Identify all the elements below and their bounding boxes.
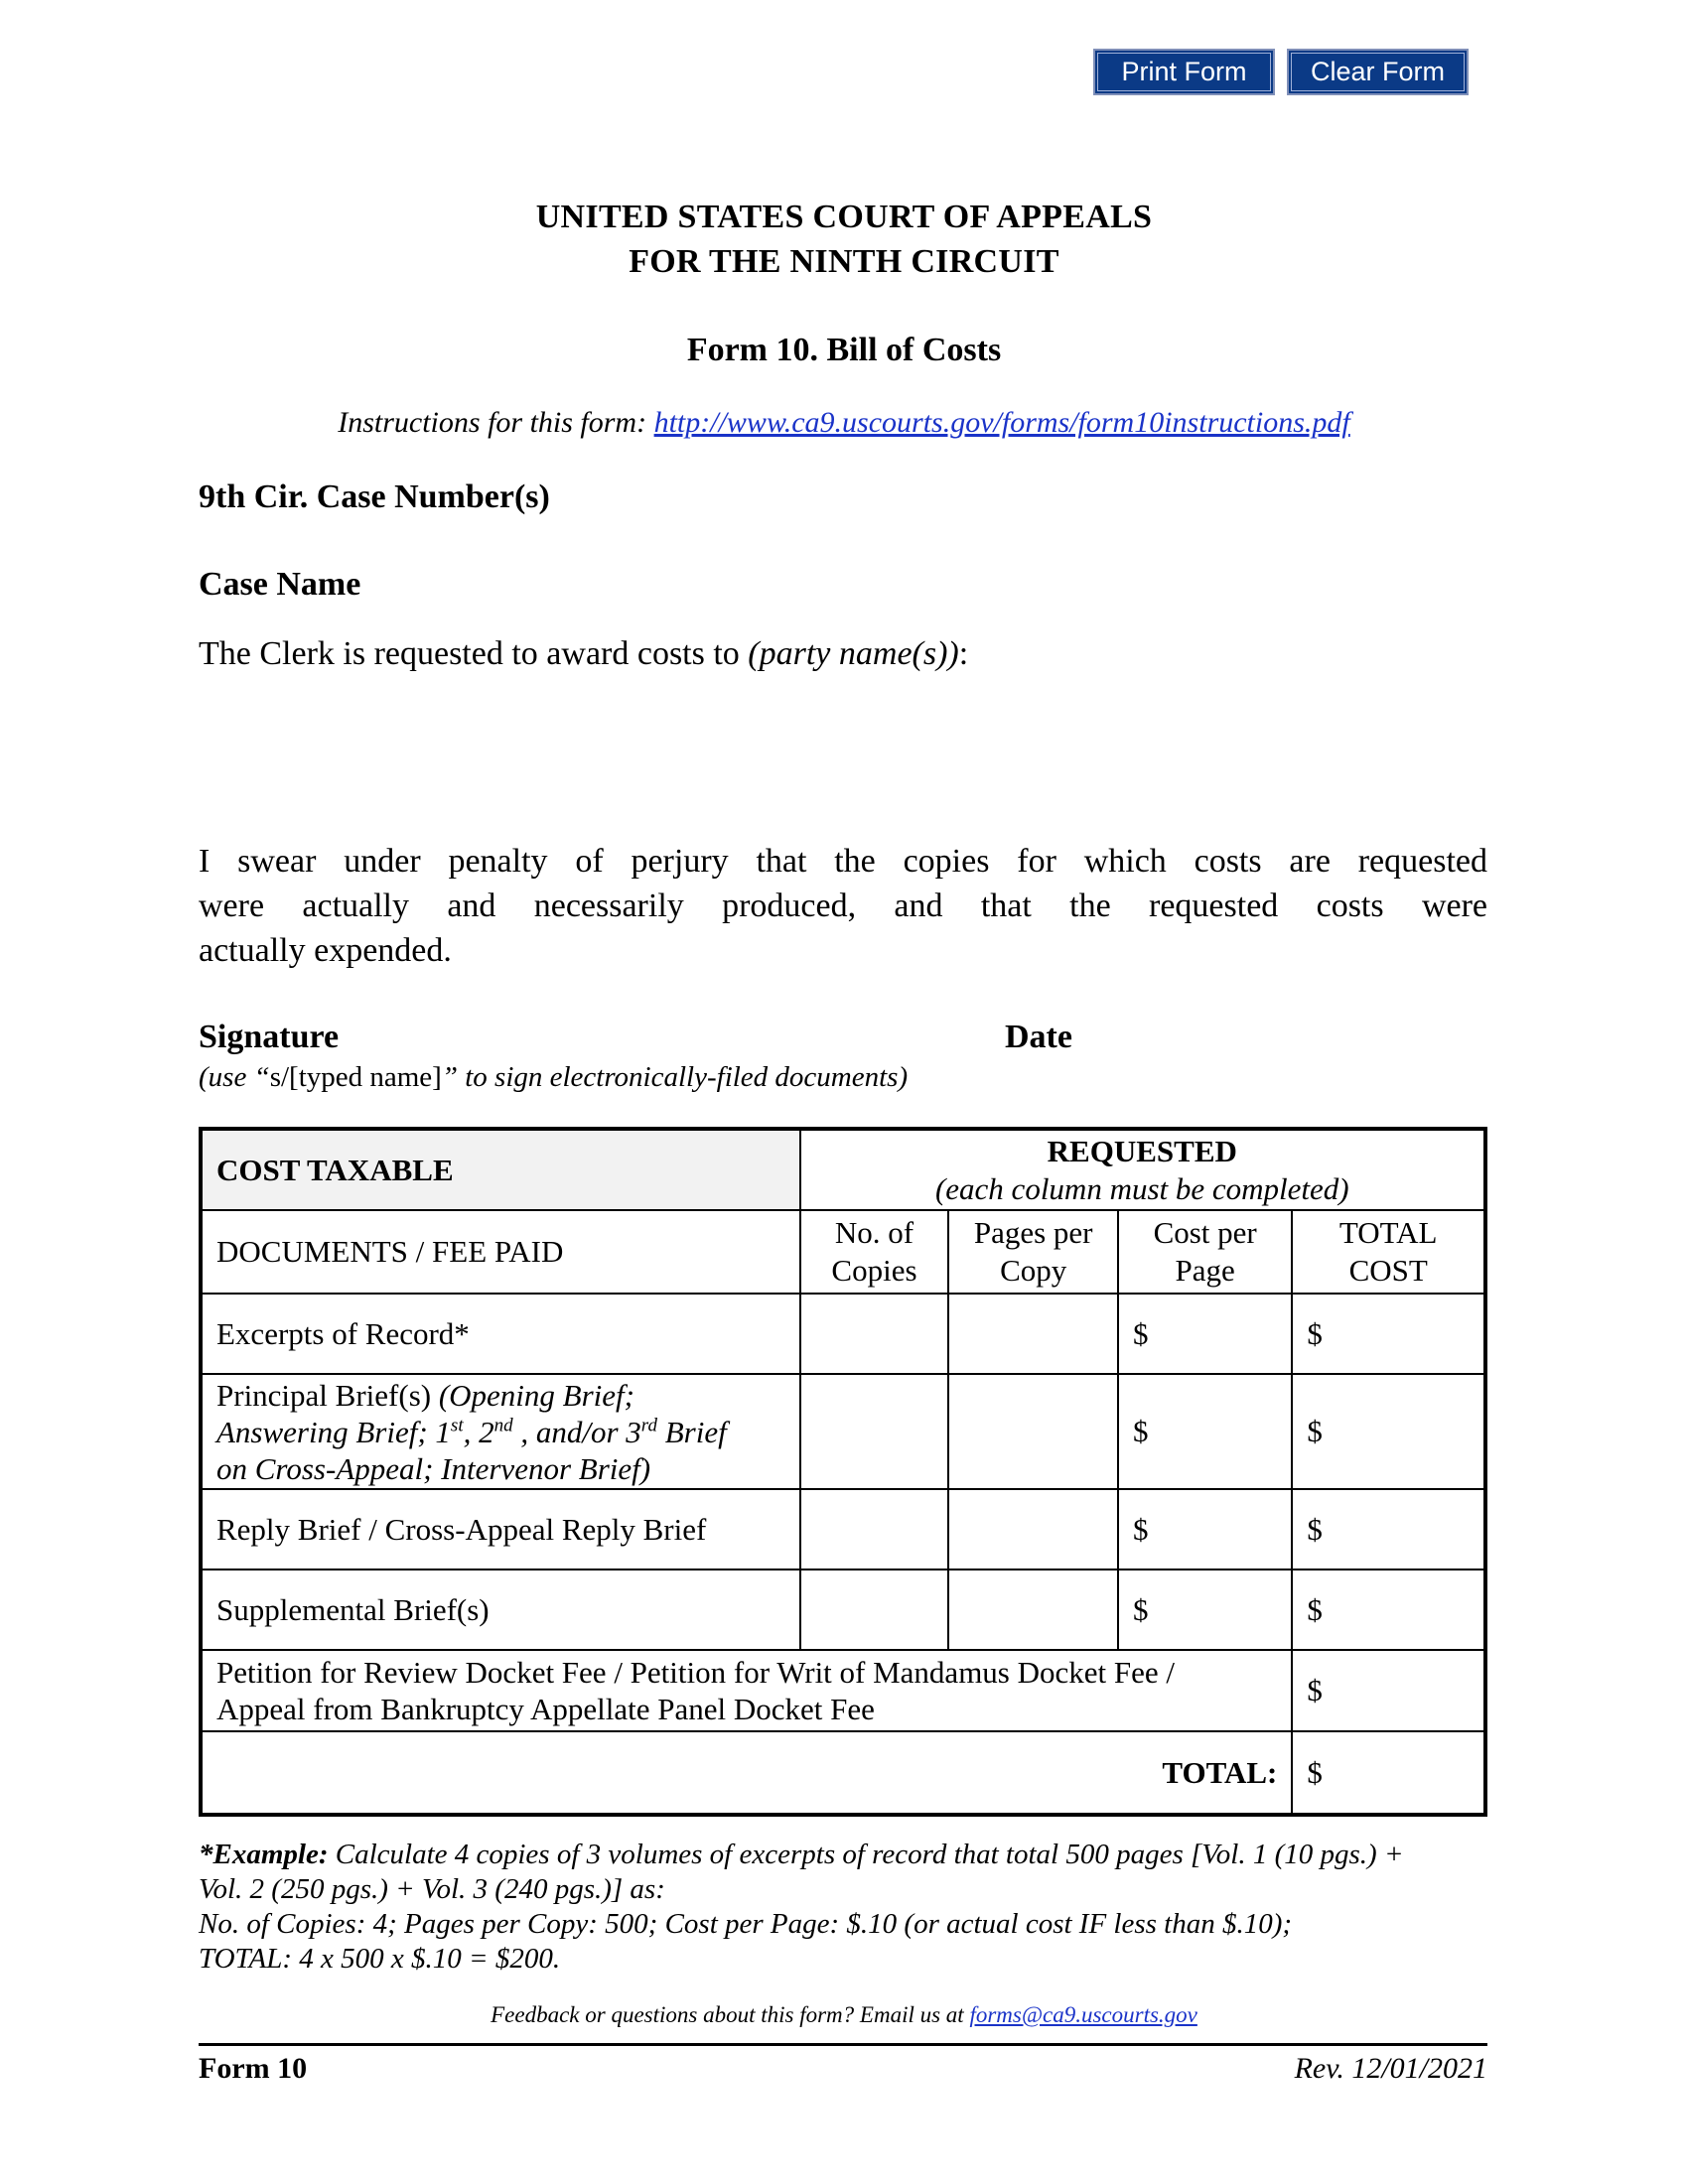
- requested-note: (each column must be completed): [934, 1170, 1349, 1206]
- principal-total-field[interactable]: $: [1292, 1374, 1485, 1489]
- example-label: *Example:: [199, 1839, 329, 1870]
- row-principal-label: [201, 1374, 800, 1489]
- court-name-line1: UNITED STATES COURT OF APPEALS: [535, 199, 1153, 235]
- supplemental-copies-field[interactable]: [800, 1570, 949, 1650]
- row-petition-label: [201, 1650, 1292, 1731]
- principal-title: Principal Brief(s): [216, 1377, 432, 1413]
- perjury-line-1: I swear under penalty of perjury that the copies for which costs are requested: [199, 843, 1487, 880]
- feedback-email-link[interactable]: forms@ca9.uscourts.gov: [969, 2002, 1197, 2027]
- excerpts-total-field[interactable]: $: [1292, 1294, 1485, 1374]
- table-row: [201, 1294, 1485, 1374]
- petition-line-2: Appeal from Bankruptcy Appellate Panel Docket Fee: [216, 1692, 875, 1726]
- column-header-row: [201, 1210, 1485, 1294]
- cost-taxable-header: COST TAXABLE: [201, 1129, 800, 1210]
- excerpts-cost-field[interactable]: $: [1118, 1294, 1292, 1374]
- requested-header: [800, 1129, 1485, 1210]
- signature-hint-code: s/[typed name]: [269, 1061, 442, 1093]
- form-id: Form 10: [199, 2052, 308, 2085]
- petition-line-1: Petition for Review Docket Fee / Petition for Writ of Mandamus Docket Fee /: [216, 1655, 1176, 1690]
- reply-total-field[interactable]: $: [1292, 1489, 1485, 1570]
- example-line-2: Vol. 2 (250 pgs.) + Vol. 3 (240 pgs.)] as:: [199, 1873, 665, 1905]
- principal-desc-1: (Opening Brief;: [438, 1377, 634, 1413]
- row-reply-label: Reply Brief / Cross-Appeal Reply Brief: [201, 1489, 800, 1570]
- signature-hint-pre: (use “: [199, 1061, 270, 1093]
- revision-date: Rev. 12/01/2021: [1294, 2052, 1487, 2085]
- bill-of-costs-table: [199, 1127, 1487, 1817]
- case-number-label: 9th Cir. Case Number(s): [199, 478, 550, 515]
- feedback-text: Feedback or questions about this form? Email us at: [491, 2002, 964, 2027]
- copies-header-line2: Copies: [831, 1253, 917, 1288]
- excerpts-pages-field[interactable]: [948, 1294, 1118, 1374]
- cost-header-line1: Cost per: [1153, 1215, 1257, 1250]
- print-form-button[interactable]: Print Form: [1093, 49, 1275, 95]
- supplemental-total-field[interactable]: $: [1292, 1570, 1485, 1650]
- documents-header: DOCUMENTS / FEE PAID: [201, 1210, 800, 1294]
- instructions-link[interactable]: http://www.ca9.uscourts.gov/forms/form10instructions.pdf: [653, 406, 1350, 439]
- award-text: The Clerk is requested to award costs to: [199, 635, 740, 672]
- example-line-1: [199, 1838, 1499, 1872]
- supplemental-pages-field[interactable]: [948, 1570, 1118, 1650]
- principal-desc-3: on Cross-Appeal; Intervenor Brief): [216, 1450, 651, 1486]
- example-line-3: No. of Copies: 4; Pages per Copy: 500; Cost per Page: $.10 (or actual cost IF less than $.10);: [199, 1908, 1293, 1940]
- perjury-line-2: were actually and necessarily produced, and that the requested costs were: [199, 887, 1487, 924]
- cost-header-line2: Page: [1175, 1253, 1235, 1288]
- perjury-line-3: actually expended.: [199, 932, 452, 969]
- example-note: [199, 1838, 1499, 1977]
- signature-label: Signature: [199, 1019, 340, 1055]
- pages-header-line2: Copy: [1000, 1253, 1067, 1288]
- instructions-line: [0, 406, 1688, 440]
- pages-header-line1: Pages per: [973, 1215, 1093, 1250]
- petition-total-field[interactable]: $: [1292, 1650, 1485, 1731]
- date-label: Date: [1005, 1019, 1072, 1055]
- example-text-1: Calculate 4 copies of 3 volumes of excerpts of record that total 500 pages [Vol. 1 (10 pgs.) +: [328, 1839, 1404, 1870]
- instructions-label: Instructions for this form:: [338, 406, 647, 439]
- grand-total-field[interactable]: $: [1292, 1731, 1485, 1815]
- principal-pages-field[interactable]: [948, 1374, 1118, 1489]
- award-costs-line: [199, 635, 968, 673]
- form-title: Form 10. Bill of Costs: [686, 332, 1002, 368]
- award-colon: :: [958, 635, 969, 672]
- principal-desc-2: Answering Brief; 1st, 2nd , and/or 3rd Brief: [216, 1414, 727, 1449]
- example-line-4: TOTAL: 4 x 500 x $.10 = $200.: [199, 1943, 561, 1975]
- total-header-line1: TOTAL: [1338, 1215, 1438, 1250]
- court-name-line2: FOR THE NINTH CIRCUIT: [629, 243, 1059, 280]
- total-row: [201, 1731, 1485, 1815]
- feedback-line: [0, 2002, 1688, 2028]
- reply-pages-field[interactable]: [948, 1489, 1118, 1570]
- total-header-line2: COST: [1348, 1253, 1428, 1288]
- signature-hint: [199, 1061, 908, 1094]
- no-of-copies-header: [800, 1210, 949, 1294]
- table-header-row: [201, 1129, 1485, 1210]
- signature-hint-post: ” to sign electronically-filed documents): [441, 1061, 909, 1093]
- total-label: TOTAL:: [201, 1731, 1292, 1815]
- reply-copies-field[interactable]: [800, 1489, 949, 1570]
- party-name-hint: (party name(s)): [748, 635, 959, 672]
- principal-cost-field[interactable]: $: [1118, 1374, 1292, 1489]
- excerpts-copies-field[interactable]: [800, 1294, 949, 1374]
- requested-title: REQUESTED: [1047, 1133, 1237, 1168]
- row-excerpts-label: Excerpts of Record*: [201, 1294, 800, 1374]
- table-row: [201, 1374, 1485, 1489]
- reply-cost-field[interactable]: $: [1118, 1489, 1292, 1570]
- case-name-label: Case Name: [199, 566, 361, 603]
- copies-header-line1: No. of: [834, 1215, 914, 1250]
- supplemental-cost-field[interactable]: $: [1118, 1570, 1292, 1650]
- table-row: [201, 1489, 1485, 1570]
- pages-per-copy-header: [948, 1210, 1118, 1294]
- row-supplemental-label: Supplemental Brief(s): [201, 1570, 800, 1650]
- principal-copies-field[interactable]: [800, 1374, 949, 1489]
- perjury-statement: [199, 839, 1487, 973]
- table-row: [201, 1650, 1485, 1731]
- cost-per-page-header: [1118, 1210, 1292, 1294]
- total-cost-header: [1292, 1210, 1485, 1294]
- clear-form-button[interactable]: Clear Form: [1287, 49, 1469, 95]
- footer-divider: [199, 2043, 1487, 2046]
- table-row: [201, 1570, 1485, 1650]
